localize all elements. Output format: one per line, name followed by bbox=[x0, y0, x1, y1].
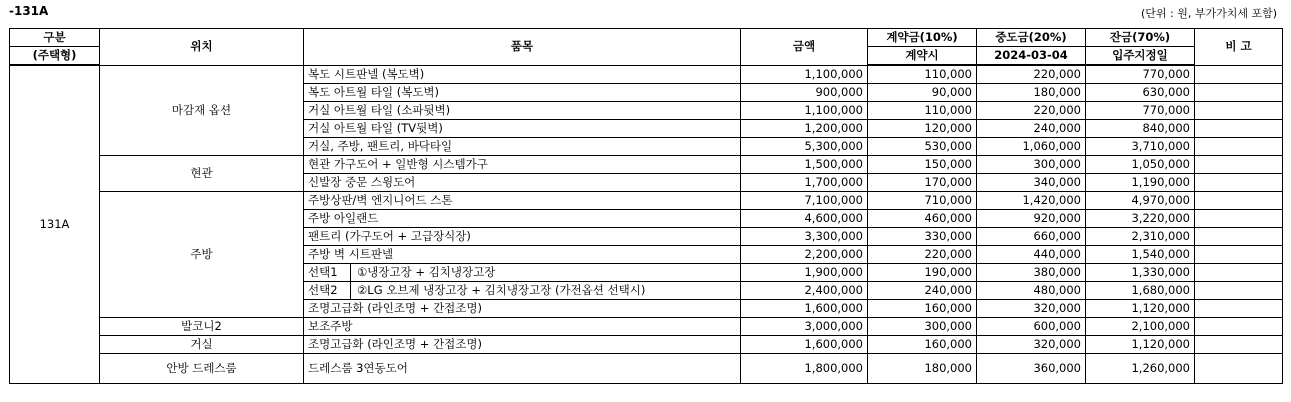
item-cell: 거실, 주방, 팬트리, 바닥타일 bbox=[304, 138, 741, 156]
interim-cell: 1,420,000 bbox=[977, 192, 1086, 210]
amount-cell: 2,400,000 bbox=[741, 282, 868, 300]
remarks-cell bbox=[1195, 84, 1283, 102]
item-cell: 조명고급화 (라인조명 + 간접조명) bbox=[304, 336, 741, 354]
interim-cell: 1,060,000 bbox=[977, 138, 1086, 156]
remarks-cell bbox=[1195, 318, 1283, 336]
remarks-cell bbox=[1195, 264, 1283, 282]
table-row bbox=[10, 156, 1283, 174]
interim-cell: 920,000 bbox=[977, 210, 1086, 228]
header-remarks: 비 고 bbox=[1195, 29, 1283, 66]
balance-cell: 630,000 bbox=[1086, 84, 1195, 102]
amount-cell: 1,100,000 bbox=[741, 65, 868, 84]
balance-cell: 1,260,000 bbox=[1086, 354, 1195, 384]
item-cell: 주방 벽 시트판넬 bbox=[304, 246, 741, 264]
header-item: 품목 bbox=[304, 29, 741, 66]
item-cell: 현관 가구도어 + 일반형 시스템가구 bbox=[304, 156, 741, 174]
balance-cell: 2,100,000 bbox=[1086, 318, 1195, 336]
interim-cell: 240,000 bbox=[977, 120, 1086, 138]
remarks-cell bbox=[1195, 282, 1283, 300]
remarks-cell bbox=[1195, 174, 1283, 192]
deposit-cell: 110,000 bbox=[868, 65, 977, 84]
deposit-cell: 160,000 bbox=[868, 336, 977, 354]
amount-cell: 7,100,000 bbox=[741, 192, 868, 210]
table-row bbox=[10, 318, 1283, 336]
deposit-cell: 90,000 bbox=[868, 84, 977, 102]
balance-cell: 1,120,000 bbox=[1086, 336, 1195, 354]
balance-cell: 3,710,000 bbox=[1086, 138, 1195, 156]
page-title: -131A bbox=[9, 4, 49, 18]
balance-cell: 1,330,000 bbox=[1086, 264, 1195, 282]
deposit-cell: 300,000 bbox=[868, 318, 977, 336]
header-category-label: 구분 bbox=[43, 30, 66, 44]
deposit-cell: 160,000 bbox=[868, 300, 977, 318]
interim-cell: 600,000 bbox=[977, 318, 1086, 336]
item-cell: 복도 시트판넬 (복도벽) bbox=[304, 65, 741, 84]
item-cell: 거실 아트월 타일 (TV뒷벽) bbox=[304, 120, 741, 138]
amount-cell: 2,200,000 bbox=[741, 246, 868, 264]
group-living-room: 거실 bbox=[100, 336, 304, 354]
header-deposit: 계약금(10%) bbox=[868, 29, 977, 47]
amount-cell: 900,000 bbox=[741, 84, 868, 102]
item-cell: 드레스룸 3연동도어 bbox=[304, 354, 741, 384]
option-label: 선택1 bbox=[308, 264, 351, 281]
deposit-cell: 190,000 bbox=[868, 264, 977, 282]
deposit-cell: 330,000 bbox=[868, 228, 977, 246]
remarks-cell bbox=[1195, 228, 1283, 246]
group-kitchen: 주방 bbox=[100, 192, 304, 318]
unit-type-cell: 131A bbox=[10, 65, 100, 384]
option-item: ①냉장고장 + 김치냉장고장 bbox=[357, 265, 496, 279]
header-category bbox=[10, 29, 100, 47]
balance-cell: 3,220,000 bbox=[1086, 210, 1195, 228]
interim-cell: 660,000 bbox=[977, 228, 1086, 246]
amount-cell: 3,300,000 bbox=[741, 228, 868, 246]
deposit-cell: 110,000 bbox=[868, 102, 977, 120]
item-cell: 팬트리 (가구도어 + 고급장식장) bbox=[304, 228, 741, 246]
interim-cell: 480,000 bbox=[977, 282, 1086, 300]
amount-cell: 4,600,000 bbox=[741, 210, 868, 228]
remarks-cell bbox=[1195, 336, 1283, 354]
deposit-cell: 460,000 bbox=[868, 210, 977, 228]
amount-cell: 1,200,000 bbox=[741, 120, 868, 138]
interim-cell: 440,000 bbox=[977, 246, 1086, 264]
balance-cell: 4,970,000 bbox=[1086, 192, 1195, 210]
deposit-cell: 170,000 bbox=[868, 174, 977, 192]
item-cell: 거실 아트월 타일 (소파뒷벽) bbox=[304, 102, 741, 120]
deposit-cell: 180,000 bbox=[868, 354, 977, 384]
remarks-cell bbox=[1195, 120, 1283, 138]
balance-cell: 770,000 bbox=[1086, 102, 1195, 120]
remarks-cell bbox=[1195, 138, 1283, 156]
amount-cell: 1,900,000 bbox=[741, 264, 868, 282]
group-entrance: 현관 bbox=[100, 156, 304, 192]
balance-cell: 840,000 bbox=[1086, 120, 1195, 138]
header-interim: 중도금(20%) bbox=[977, 29, 1086, 47]
item-cell: 복도 아트월 타일 (복도벽) bbox=[304, 84, 741, 102]
deposit-cell: 710,000 bbox=[868, 192, 977, 210]
remarks-cell bbox=[1195, 354, 1283, 384]
unit-note: (단위 : 원, 부가가치세 포함) bbox=[1140, 7, 1277, 20]
remarks-cell bbox=[1195, 210, 1283, 228]
deposit-cell: 530,000 bbox=[868, 138, 977, 156]
item-cell: 조명고급화 (라인조명 + 간접조명) bbox=[304, 300, 741, 318]
balance-cell: 2,310,000 bbox=[1086, 228, 1195, 246]
item-cell: 주방상판/벽 엔지니어드 스톤 bbox=[304, 192, 741, 210]
balance-cell: 1,120,000 bbox=[1086, 300, 1195, 318]
deposit-cell: 120,000 bbox=[868, 120, 977, 138]
amount-cell: 1,700,000 bbox=[741, 174, 868, 192]
remarks-cell bbox=[1195, 102, 1283, 120]
interim-cell: 320,000 bbox=[977, 300, 1086, 318]
deposit-cell: 240,000 bbox=[868, 282, 977, 300]
option-label: 선택2 bbox=[308, 282, 351, 299]
amount-cell: 1,600,000 bbox=[741, 336, 868, 354]
remarks-cell bbox=[1195, 192, 1283, 210]
item-cell bbox=[304, 282, 741, 300]
balance-cell: 1,190,000 bbox=[1086, 174, 1195, 192]
group-balcony: 발코니2 bbox=[100, 318, 304, 336]
interim-cell: 180,000 bbox=[977, 84, 1086, 102]
interim-cell: 340,000 bbox=[977, 174, 1086, 192]
remarks-cell bbox=[1195, 156, 1283, 174]
table-row bbox=[10, 354, 1283, 384]
interim-cell: 380,000 bbox=[977, 264, 1086, 282]
header-location: 위치 bbox=[100, 29, 304, 66]
balance-cell: 1,540,000 bbox=[1086, 246, 1195, 264]
interim-cell: 300,000 bbox=[977, 156, 1086, 174]
item-cell: 주방 아일랜드 bbox=[304, 210, 741, 228]
deposit-cell: 220,000 bbox=[868, 246, 977, 264]
amount-cell: 1,100,000 bbox=[741, 102, 868, 120]
remarks-cell bbox=[1195, 246, 1283, 264]
group-master-dressroom: 안방 드레스룸 bbox=[100, 354, 304, 384]
amount-cell: 5,300,000 bbox=[741, 138, 868, 156]
interim-cell: 360,000 bbox=[977, 354, 1086, 384]
item-cell bbox=[304, 264, 741, 282]
remarks-cell bbox=[1195, 65, 1283, 84]
amount-cell: 1,800,000 bbox=[741, 354, 868, 384]
amount-cell: 1,600,000 bbox=[741, 300, 868, 318]
interim-cell: 320,000 bbox=[977, 336, 1086, 354]
option-price-table bbox=[9, 28, 1283, 384]
header-interim-sub: 2024-03-04 bbox=[977, 47, 1086, 66]
remarks-cell bbox=[1195, 300, 1283, 318]
header-balance-sub: 입주지정일 bbox=[1086, 47, 1195, 66]
table-row bbox=[10, 192, 1283, 210]
header-deposit-sub: 계약시 bbox=[868, 47, 977, 66]
amount-cell: 1,500,000 bbox=[741, 156, 868, 174]
balance-cell: 1,680,000 bbox=[1086, 282, 1195, 300]
group-finish-options: 마감재 옵션 bbox=[100, 65, 304, 156]
item-cell: 신발장 중문 스윙도어 bbox=[304, 174, 741, 192]
header-category-sub: (주택형) bbox=[10, 47, 100, 66]
item-cell: 보조주방 bbox=[304, 318, 741, 336]
balance-cell: 770,000 bbox=[1086, 65, 1195, 84]
option-item: ②LG 오브제 냉장고장 + 김치냉장고장 (가전옵션 선택시) bbox=[357, 283, 646, 297]
interim-cell: 220,000 bbox=[977, 65, 1086, 84]
header-balance: 잔금(70%) bbox=[1086, 29, 1195, 47]
interim-cell: 220,000 bbox=[977, 102, 1086, 120]
header-amount: 금액 bbox=[741, 29, 868, 66]
balance-cell: 1,050,000 bbox=[1086, 156, 1195, 174]
amount-cell: 3,000,000 bbox=[741, 318, 868, 336]
deposit-cell: 150,000 bbox=[868, 156, 977, 174]
table-row bbox=[10, 65, 1283, 84]
table-row bbox=[10, 336, 1283, 354]
